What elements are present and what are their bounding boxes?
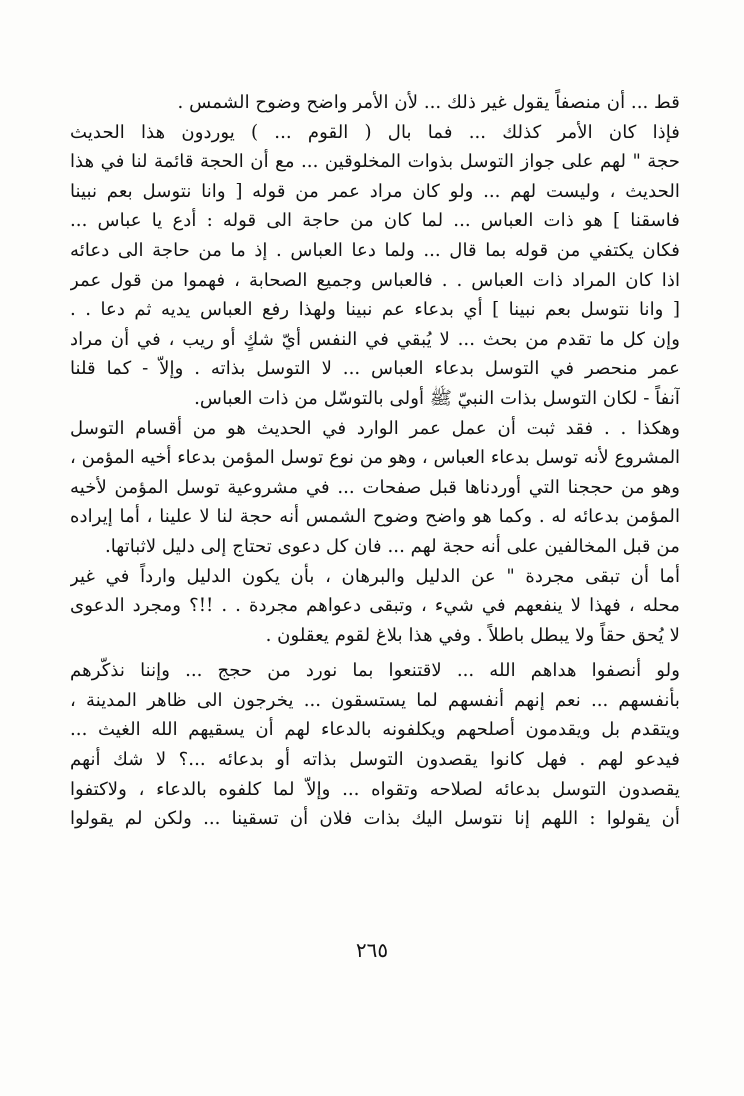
paragraph-4 [70, 562, 680, 651]
text-line: عمر منحصر في التوسل بدعاء العباس ... لا التوسل بذاته . وإلاّ - كما قلنا [70, 358, 680, 380]
text-line: اذا كان المراد ذات العباس . . فالعباس وجميع الصحابة ، فهموا من قول عمر [70, 269, 680, 291]
text-line: المؤمن بدعائه له . وكما هو واضح وضوح الشمس أنه حجة لنا لا علينا ، أما إيراده [70, 506, 680, 528]
text-line: المشروع لأنه توسل بدعاء العباس ، وهو من نوع توسل المؤمن بدعاء أخيه المؤمن ، [70, 447, 680, 469]
text-line: من قبل المخالفين على أنه حجة لهم ... فان كل دعوى تحتاج إلى دليل لاثباتها. [104, 535, 680, 557]
page-number: ٢٦٥ [355, 938, 389, 962]
text-line: [ وانا نتوسل بعم نبينا ] أي بدعاء عم نبينا ولهذا رفع العباس يديه ثم دعا . . [70, 299, 680, 321]
text-line: وهكذا . . فقد ثبت أن عمل عمر الوارد في الحديث هو من أقسام التوسل [70, 417, 680, 439]
text-line: فكان يكتفي من قوله بما قال ... ولما دعا العباس . إذ ما من حاجة الى دعائه [70, 239, 680, 261]
text-line: أما أن تبقى مجردة " عن الدليل والبرهان ، بأن يكون الدليل وارداً في غير [70, 565, 680, 587]
paragraph-1 [70, 88, 680, 118]
text-line: حجة " لهم على جواز التوسل بذوات المخلوقين ... مع أن الحجة قائمة لنا في هذا [70, 151, 680, 173]
page-body [70, 88, 680, 834]
text-line: أن يقولوا : اللهم إنا نتوسل اليك بذات فلان أن تسقينا ... ولكن لم يقولوا [70, 808, 680, 830]
text-line: فيدعو لهم . فهل كانوا يقصدون التوسل بذاته أو بدعائه ...؟ لا شك أنهم [70, 749, 680, 771]
text-line: الحديث ، وليست لهم ... ولو كان مراد عمر من قوله [ وانا نتوسل بعم نبينا [70, 180, 680, 202]
text-line: ولو أنصفوا هداهم الله ... لاقتنعوا بما نورد من حجج ... وإننا نذكّرهم [70, 660, 680, 682]
text-line: قط ... أن منصفاً يقول غير ذلك ... لأن الأمر واضح وضوح الشمس . [177, 92, 680, 113]
text-line: بأنفسهم ... نعم إنهم أنفسهم لما يستسقون ... يخرجون الى ظاهر المدينة ، [70, 689, 680, 711]
paragraph-2 [70, 118, 680, 414]
text-line: لا يُحق حقاً ولا يبطل باطلاً . وفي هذا بلاغ لقوم يعقلون . [265, 624, 680, 646]
text-line: وإن كل ما تقدم من بحث ... لا يُبقي في النفس أيّ شكٍ أو ريب ، في أن مراد [70, 328, 680, 350]
text-line: محله ، فهذا لا ينفعهم في شيء ، وتبقى دعواهم مجردة . . !!؟ ومجرد الدعوى [70, 595, 680, 617]
paragraph-5 [70, 656, 680, 834]
text-line: آنفاً - لكان التوسل بذات النبيّ ﷺ أولى بالتوسّل من ذات العباس. [194, 387, 680, 409]
text-line: فإذا كان الأمر كذلك ... فما بال ( القوم ... ) يوردون هذا الحديث [70, 121, 680, 143]
text-line: وهو من حججنا التي أوردناها قبل صفحات ... في مشروعية توسل المؤمن لأخيه [70, 476, 680, 498]
text-line: فاسقنا ] هو ذات العباس ... لما كان من حاجة الى قوله : أدع يا عباس ... [70, 210, 680, 232]
paragraph-3 [70, 414, 680, 562]
text-line: ويتقدم بل ويقدمون أصلحهم ويكلفونه بالدعاء لهم أن يسقيهم الله الغيث ... [70, 719, 680, 741]
text-line: يقصدون التوسل بدعائه لصلاحه وتقواه ... وإلاّ لما كلفوه بالدعاء ، ولاكتفوا [70, 778, 680, 800]
